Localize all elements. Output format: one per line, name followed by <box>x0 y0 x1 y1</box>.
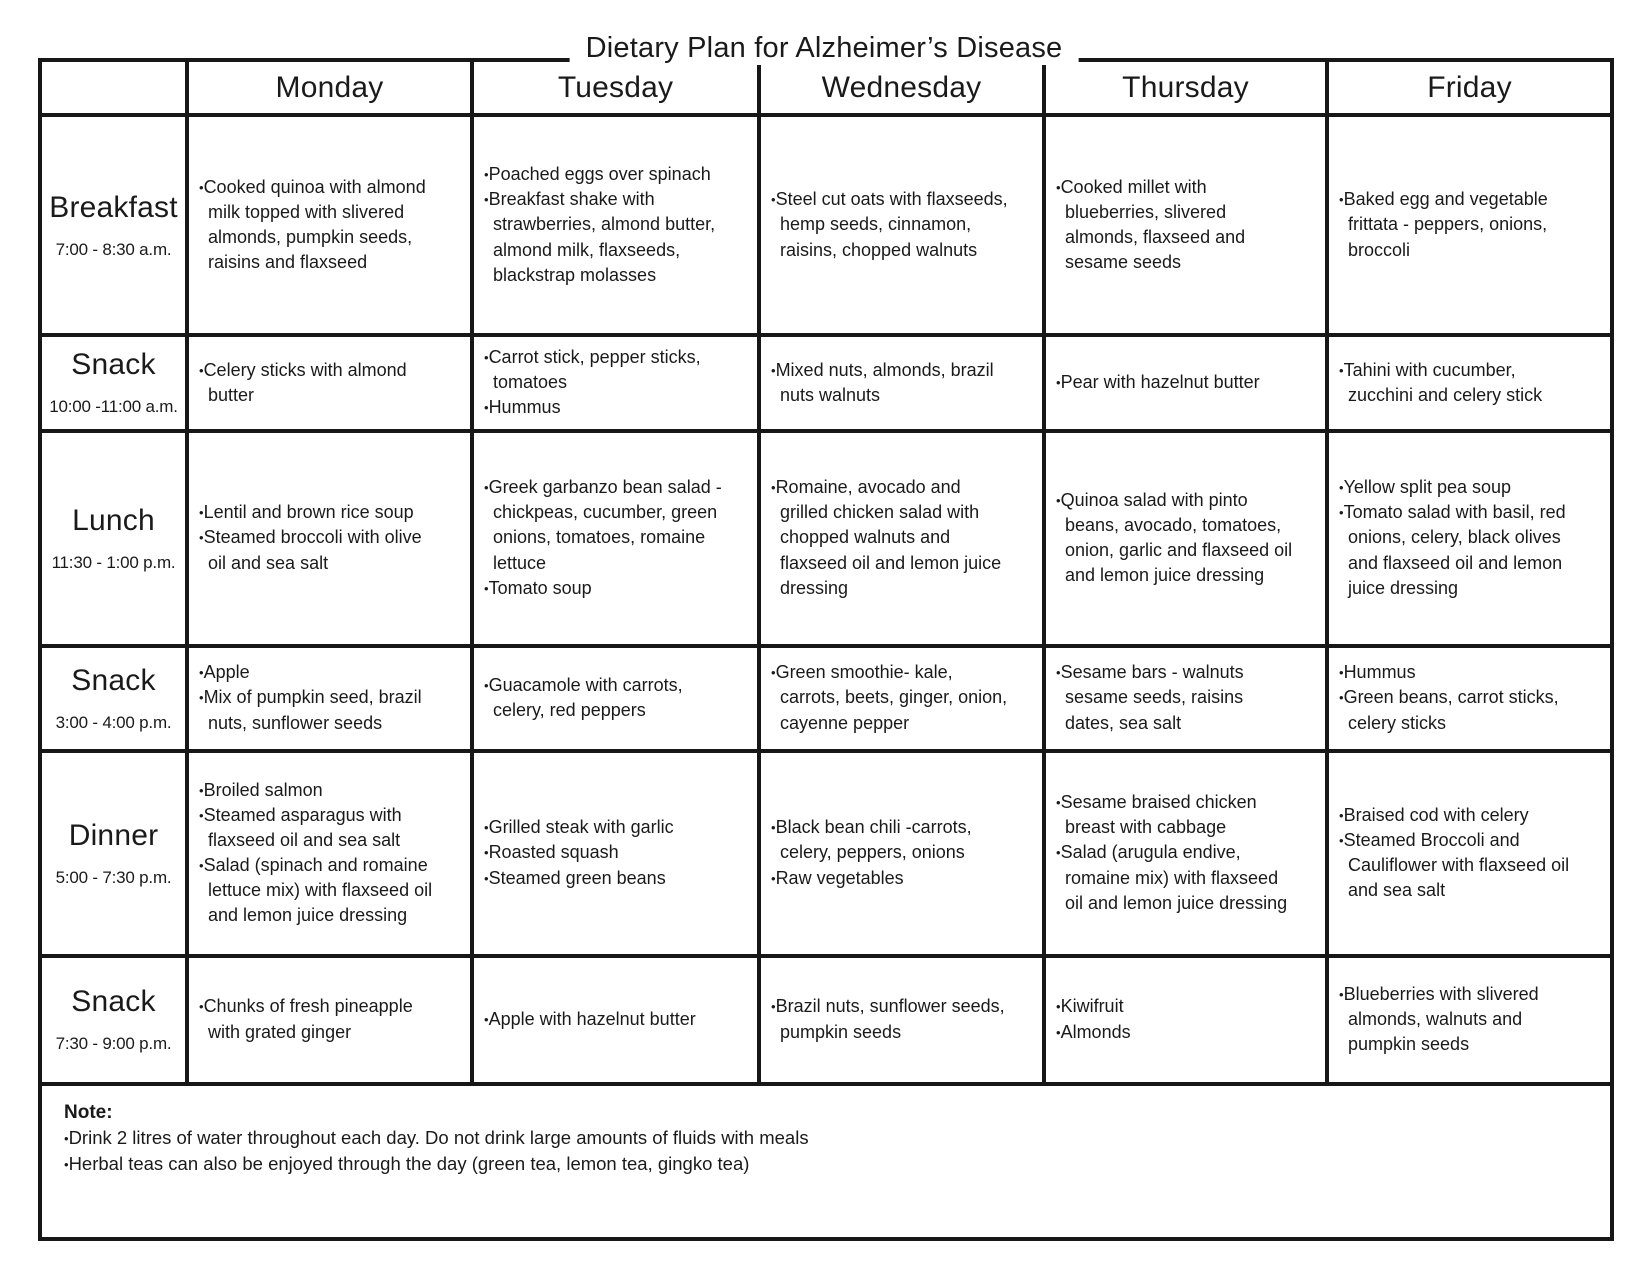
menu-item <box>1056 488 1293 589</box>
menu-cell-snack-3-tuesday <box>472 646 759 751</box>
menu-item-text: Apple with hazelnut butter <box>488 1008 696 1029</box>
day-header-tuesday: Tuesday <box>472 60 759 115</box>
menu-item <box>1339 187 1578 263</box>
menu-cell-breakfast-0-thursday <box>1044 115 1327 335</box>
menu-item <box>199 175 438 276</box>
menu-item-text: Grilled steak with garlic <box>488 817 674 838</box>
bullet-marker-icon: • <box>1056 999 1061 1015</box>
menu-cell-snack-3-wednesday <box>759 646 1044 751</box>
menu-cell-lunch-2-friday <box>1327 431 1612 646</box>
menu-item <box>199 358 438 408</box>
menu-item-text: Greek garbanzo bean salad - chickpeas, cucumber, green onions, tomatoes, romaine lettuce <box>488 477 722 573</box>
bullet-marker-icon: • <box>1339 505 1344 521</box>
menu-cell-breakfast-0-wednesday <box>759 115 1044 335</box>
bullet-marker-icon: • <box>199 690 204 706</box>
menu-item-text: Mix of pumpkin seed, brazil nuts, sunflower seeds <box>203 687 422 733</box>
menu-item <box>1339 358 1578 408</box>
menu-cell-dinner-4-tuesday <box>472 751 759 956</box>
bullet-marker-icon: • <box>771 665 776 681</box>
menu-cell-snack-5-friday <box>1327 956 1612 1084</box>
menu-item <box>771 815 1010 865</box>
meal-name: Dinner <box>68 818 159 852</box>
menu-cell-lunch-2-monday <box>187 431 472 646</box>
meal-time: 11:30 - 1:00 p.m. <box>51 552 176 572</box>
menu-item-text: Romaine, avocado and grilled chicken salad with chopped walnuts and flaxseed oil and lemon juice dressing <box>775 477 1002 598</box>
menu-item <box>771 475 1010 601</box>
bullet-marker-icon: • <box>771 362 776 378</box>
menu-item <box>199 660 438 685</box>
menu-item-text: Blueberries with slivered almonds, walnuts and pumpkin seeds <box>1343 983 1539 1055</box>
menu-cell-snack-3-thursday <box>1044 646 1327 751</box>
menu-item <box>1339 982 1578 1058</box>
bullet-marker-icon: • <box>771 820 776 836</box>
day-header-row <box>40 60 1612 115</box>
menu-item <box>199 685 438 735</box>
menu-item <box>1339 828 1578 904</box>
menu-item <box>484 673 725 723</box>
menu-item <box>199 778 438 803</box>
menu-cell-breakfast-0-friday <box>1327 115 1612 335</box>
bullet-marker-icon: • <box>1339 690 1344 706</box>
menu-item <box>484 815 725 840</box>
bullet-marker-icon: • <box>484 845 489 861</box>
meal-name: Lunch <box>72 503 155 537</box>
menu-item <box>199 994 438 1044</box>
menu-item <box>1056 175 1293 276</box>
menu-item-text: Cooked millet with blueberries, slivered almonds, flaxseed and sesame seeds <box>1060 176 1246 273</box>
meal-row-dinner-4 <box>40 751 1612 956</box>
menu-cell-lunch-2-tuesday <box>472 431 759 646</box>
menu-item-text: Apple <box>203 662 250 683</box>
bullet-marker-icon: • <box>484 350 489 365</box>
menu-cell-dinner-4-friday <box>1327 751 1612 956</box>
menu-item <box>1339 475 1578 500</box>
bullet-marker-icon: • <box>771 999 776 1015</box>
menu-item-text: Cooked quinoa with almond milk topped with slivered almonds, pumpkin seeds, raisins and flaxseed <box>203 176 426 273</box>
menu-item <box>484 345 725 395</box>
menu-item-text: Sesame bars - walnuts sesame seeds, raisins dates, sea salt <box>1060 662 1244 733</box>
menu-item <box>771 994 1010 1044</box>
bullet-marker-icon: • <box>1056 375 1061 391</box>
note-line <box>64 1151 1586 1177</box>
note-line-text: Herbal teas can also be enjoyed through the day (green tea, lemon tea, gingko tea) <box>68 1153 750 1175</box>
menu-cell-dinner-4-wednesday <box>759 751 1044 956</box>
menu-item-text: Steel cut oats with flaxseeds, hemp seeds, cinnamon, raisins, chopped walnuts <box>775 189 1008 260</box>
menu-item-text: Almonds <box>1060 1021 1131 1042</box>
menu-item-text: Chunks of fresh pineapple with grated ginger <box>203 996 413 1042</box>
menu-item-text: Black bean chili -carrots, celery, peppers, onions <box>775 817 972 863</box>
bullet-marker-icon: • <box>64 1157 69 1173</box>
meal-row-breakfast-0 <box>40 115 1612 335</box>
menu-item-text: Sesame braised chicken breast with cabbage <box>1060 792 1257 838</box>
menu-item-text: Baked egg and vegetable frittata - peppers, onions, broccoli <box>1343 189 1548 260</box>
menu-cell-snack-5-monday <box>187 956 472 1084</box>
menu-item <box>771 660 1010 736</box>
bullet-marker-icon: • <box>1056 1024 1061 1040</box>
menu-item-text: Quinoa salad with pinto beans, avocado, tomatoes, onion, garlic and flaxseed oil and lemon juice dressing <box>1060 489 1293 586</box>
bullet-marker-icon: • <box>64 1131 69 1147</box>
bullet-marker-icon: • <box>199 665 204 681</box>
meal-row-snack-3 <box>40 646 1612 751</box>
menu-item-text: Tahini with cucumber, zucchini and celery stick <box>1343 359 1543 405</box>
menu-item <box>771 358 1010 408</box>
menu-item-text: Celery sticks with almond butter <box>203 359 407 405</box>
menu-item-text: Steamed green beans <box>488 867 666 888</box>
bullet-marker-icon: • <box>199 362 204 378</box>
bullet-marker-icon: • <box>199 999 204 1015</box>
menu-item-text: Hummus <box>488 397 561 418</box>
menu-item <box>1056 994 1293 1019</box>
menu-item-text: Guacamole with carrots, celery, red peppers <box>488 674 683 721</box>
bullet-marker-icon: • <box>771 870 776 886</box>
menu-cell-breakfast-0-tuesday <box>472 115 759 335</box>
menu-item-text: Yellow split pea soup <box>1343 477 1512 498</box>
bullet-marker-icon: • <box>484 820 489 836</box>
day-header-monday: Monday <box>187 60 472 115</box>
menu-item-text: Tomato salad with basil, red onions, celery, black olives and flaxseed oil and lemon juice dressing <box>1343 502 1566 598</box>
bullet-marker-icon: • <box>484 167 489 183</box>
menu-cell-dinner-4-monday <box>187 751 472 956</box>
menu-item <box>1056 1020 1293 1045</box>
meal-cell-lunch-2 <box>40 431 187 646</box>
menu-item-text: Poached eggs over spinach <box>488 164 711 185</box>
menu-cell-snack-1-tuesday <box>472 335 759 431</box>
menu-cell-snack-3-friday <box>1327 646 1612 751</box>
menu-item-text: Hummus <box>1343 662 1416 683</box>
bullet-marker-icon: • <box>1339 832 1344 848</box>
menu-item-text: Steamed asparagus with flaxseed oil and sea salt <box>203 804 402 850</box>
menu-item <box>1339 685 1578 735</box>
meal-name: Breakfast <box>49 190 178 224</box>
meal-time: 7:00 - 8:30 a.m. <box>55 239 172 259</box>
meal-row-snack-5 <box>40 956 1612 1084</box>
menu-item-text: Green beans, carrot sticks, celery sticks <box>1343 687 1559 733</box>
menu-cell-snack-1-wednesday <box>759 335 1044 431</box>
menu-item-text: Raw vegetables <box>775 867 904 888</box>
menu-item-text: Braised cod with celery <box>1343 804 1529 825</box>
menu-item-text: Kiwifruit <box>1060 996 1124 1017</box>
menu-cell-lunch-2-wednesday <box>759 431 1044 646</box>
meal-time: 10:00 -11:00 a.m. <box>49 397 178 417</box>
bullet-marker-icon: • <box>1056 492 1061 508</box>
menu-item-text: Pear with hazelnut butter <box>1060 372 1260 393</box>
menu-item-text: Mixed nuts, almonds, brazil nuts walnuts <box>775 359 994 405</box>
bullet-marker-icon: • <box>1056 179 1061 195</box>
bullet-marker-icon: • <box>199 782 204 798</box>
menu-item <box>1339 500 1578 601</box>
menu-item <box>1339 660 1578 685</box>
menu-item <box>484 576 725 601</box>
menu-cell-breakfast-0-monday <box>187 115 472 335</box>
menu-item <box>771 866 1010 891</box>
day-header-thursday: Thursday <box>1044 60 1327 115</box>
corner-cell <box>40 60 187 115</box>
menu-item <box>1056 790 1293 840</box>
menu-cell-snack-5-wednesday <box>759 956 1044 1084</box>
page-title: Dietary Plan for Alzheimer’s Disease <box>570 32 1079 65</box>
bullet-marker-icon: • <box>1339 986 1344 1002</box>
meal-time: 5:00 - 7:30 p.m. <box>55 867 172 887</box>
menu-item <box>484 840 725 865</box>
menu-item <box>1056 660 1293 736</box>
bullet-marker-icon: • <box>484 870 489 886</box>
menu-item-text: Carrot stick, pepper sticks, tomatoes <box>488 347 701 393</box>
menu-item <box>199 853 438 929</box>
bullet-marker-icon: • <box>1339 362 1344 378</box>
menu-cell-snack-5-tuesday <box>472 956 759 1084</box>
bullet-marker-icon: • <box>484 400 489 416</box>
bullet-marker-icon: • <box>1339 665 1344 681</box>
meal-name: Snack <box>71 348 156 382</box>
note-row <box>40 1084 1612 1239</box>
bullet-marker-icon: • <box>1056 845 1061 861</box>
meal-row-snack-1 <box>40 335 1612 431</box>
menu-item-text: Steamed broccoli with olive oil and sea salt <box>203 527 422 573</box>
note-line <box>64 1125 1586 1151</box>
menu-cell-snack-3-monday <box>187 646 472 751</box>
day-header-wednesday: Wednesday <box>759 60 1044 115</box>
day-header-friday: Friday <box>1327 60 1612 115</box>
menu-cell-snack-1-friday <box>1327 335 1612 431</box>
menu-item <box>484 866 725 891</box>
meal-cell-snack-5 <box>40 956 187 1084</box>
menu-item-text: Broiled salmon <box>203 779 323 800</box>
bullet-marker-icon: • <box>484 1011 489 1027</box>
menu-item <box>1056 840 1293 916</box>
note-cell <box>40 1084 1612 1239</box>
meal-time: 3:00 - 4:00 p.m. <box>55 712 172 732</box>
menu-item <box>484 162 725 187</box>
note-label: Note: <box>64 1101 113 1123</box>
menu-item-text: Steamed Broccoli and Cauliflower with flaxseed oil and sea salt <box>1343 829 1570 901</box>
menu-item <box>484 187 725 288</box>
menu-item <box>199 500 438 525</box>
menu-item <box>484 1007 725 1032</box>
menu-cell-snack-1-monday <box>187 335 472 431</box>
bullet-marker-icon: • <box>199 179 204 195</box>
menu-item-text: Roasted squash <box>488 842 619 863</box>
menu-cell-snack-1-thursday <box>1044 335 1327 431</box>
menu-item <box>484 395 725 420</box>
menu-item-text: Breakfast shake with strawberries, almond butter, almond milk, flaxseeds, blackstrap molasses <box>488 189 716 285</box>
menu-item-text: Lentil and brown rice soup <box>203 502 414 523</box>
meal-cell-dinner-4 <box>40 751 187 956</box>
menu-cell-lunch-2-thursday <box>1044 431 1327 646</box>
menu-item-text: Salad (arugula endive, romaine mix) with flaxseed oil and lemon juice dressing <box>1060 842 1288 913</box>
bullet-marker-icon: • <box>1339 480 1344 496</box>
bullet-marker-icon: • <box>484 580 489 596</box>
bullet-marker-icon: • <box>484 480 489 496</box>
bullet-marker-icon: • <box>199 858 204 874</box>
bullet-marker-icon: • <box>1339 807 1344 823</box>
meal-row-lunch-2 <box>40 431 1612 646</box>
bullet-marker-icon: • <box>771 480 776 496</box>
bullet-marker-icon: • <box>771 192 776 208</box>
bullet-marker-icon: • <box>484 677 489 693</box>
menu-item <box>1056 370 1293 395</box>
meal-plan-table <box>38 58 1614 1241</box>
bullet-marker-icon: • <box>199 505 204 521</box>
menu-item <box>1339 803 1578 828</box>
menu-cell-dinner-4-thursday <box>1044 751 1327 956</box>
menu-item <box>199 525 438 575</box>
meal-cell-snack-3 <box>40 646 187 751</box>
menu-item-text: Tomato soup <box>488 577 592 598</box>
bullet-marker-icon: • <box>199 807 204 823</box>
bullet-marker-icon: • <box>1056 665 1061 681</box>
bullet-marker-icon: • <box>199 530 204 546</box>
meal-cell-breakfast-0 <box>40 115 187 335</box>
meal-time: 7:30 - 9:00 p.m. <box>55 1034 172 1054</box>
menu-item <box>484 475 725 576</box>
menu-item <box>199 803 438 853</box>
meal-cell-snack-1 <box>40 335 187 431</box>
menu-item-text: Salad (spinach and romaine lettuce mix) with flaxseed oil and lemon juice dressing <box>203 855 433 926</box>
menu-item-text: Brazil nuts, sunflower seeds, pumpkin seeds <box>775 996 1005 1042</box>
bullet-marker-icon: • <box>1339 192 1344 208</box>
bullet-marker-icon: • <box>1056 795 1061 811</box>
menu-item-text: Green smoothie- kale, carrots, beets, ginger, onion, cayenne pepper <box>775 662 1008 733</box>
meal-name: Snack <box>71 985 156 1019</box>
menu-item <box>771 187 1010 263</box>
menu-cell-snack-5-thursday <box>1044 956 1327 1084</box>
note-line-text: Drink 2 litres of water throughout each day. Do not drink large amounts of fluids with meals <box>68 1127 809 1149</box>
bullet-marker-icon: • <box>484 192 489 208</box>
meal-name: Snack <box>71 663 156 697</box>
